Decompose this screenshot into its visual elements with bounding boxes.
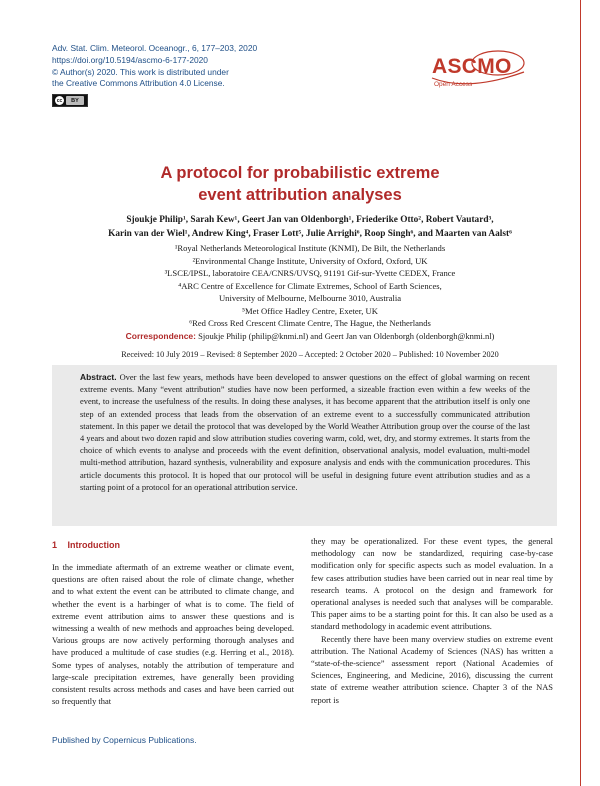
- affiliation-6: ⁶Red Cross Red Crescent Climate Centre, The Hague, the Netherlands: [189, 318, 431, 328]
- abstract: [80, 371, 530, 493]
- title-line-1: A protocol for probabilistic extreme: [160, 164, 440, 182]
- affiliation-4: ⁴ARC Centre of Excellence for Climate Extremes, School of Earth Sciences,: [178, 280, 442, 291]
- section-heading: [52, 540, 120, 550]
- author-list: [80, 214, 540, 241]
- journal-header: [52, 43, 352, 90]
- doi-link[interactable]: https://doi.org/10.5194/ascmo-6-177-2020: [52, 54, 208, 65]
- affiliation-4-cont: University of Melbourne, Melbourne 3010, Australia: [218, 293, 402, 303]
- abstract-label: Abstract.: [80, 372, 117, 382]
- correspondence-label: Correspondence:: [125, 331, 196, 341]
- paragraph: Recently there have been many overview studies on extreme event attribution. The National Academy of Sciences (NAS) has written a “state-of-the-science” assessment report (National Academies of Sciences, Engineering, and Medicine, 2016), discussing the current state of extreme weather attribution science. Chapter 3 of the NAS report is: [311, 633, 553, 705]
- correspondence-text[interactable]: Sjoukje Philip (philip@knmi.nl) and Geert Jan van Oldenborgh (oldenborgh@knmi.nl): [198, 331, 495, 341]
- by-icon: BY: [66, 96, 84, 105]
- license-link[interactable]: the Creative Commons Attribution 4.0 License.: [52, 78, 225, 89]
- affiliation-5: ⁵Met Office Hadley Centre, Exeter, UK: [242, 305, 378, 316]
- cc-by-license-icon[interactable]: [52, 94, 88, 107]
- correspondence: [60, 331, 560, 341]
- title-line-2: event attribution analyses: [198, 186, 402, 204]
- copyright-line: © Author(s) 2020. This work is distributed under: [52, 66, 229, 77]
- paper-title: [100, 162, 500, 206]
- affiliations: [90, 242, 530, 330]
- paragraph: In the immediate aftermath of an extreme weather or climate event, questions are often raised about the role of climate change, whether and to what extent the event can be attributed to climate change, and whether the event is a harbinger of what is to come. The field of extreme event attribution aims to answer these questions and is witnessing a wealth of new methods and approaches being developed. Various groups are now actively performing thorough analyses and have produced a multitude of case studies (e.g. Herring et al., 2018). Some types of analyses, notably the attribution of temperature and large-scale precipitation extremes, have generally been providing consistent results across methods and cases and have been carried out so frequently that: [52, 562, 294, 707]
- ascmo-logo: [428, 48, 528, 103]
- affiliation-1: ¹Royal Netherlands Meteorological Institute (KNMI), De Bilt, the Netherlands: [174, 243, 446, 253]
- authors-line-1: Sjoukje Philip¹, Sarah Kew¹, Geert Jan van Oldenborgh¹, Friederike Otto², Robert Vautard³,: [126, 215, 494, 225]
- logo-name: ASCMO: [432, 55, 512, 78]
- affiliation-2: ²Environmental Change Institute, University of Oxford, Oxford, UK: [192, 255, 428, 266]
- page-margin-line: [580, 0, 581, 786]
- body-column-right: [311, 535, 553, 706]
- publication-dates: Received: 10 July 2019 – Revised: 8 September 2020 – Accepted: 2 October 2020 – Published: 10 November 2020: [121, 350, 499, 359]
- paragraph: they may be operationalized. For these event types, the general methodology can now be standardized, requiring case-by-case modification only for specific aspects such as model evaluation. In a few cases attribution studies have been carried out in near real time by research teams. A protocol on the design and framework for operational analyses is needed such that analyses will be comparable. This paper aims to be a starting point for this. It can also be used as a standard methodology in academic event attributions.: [311, 536, 553, 632]
- authors-line-2: Karin van der Wiel¹, Andrew King⁴, Fraser Lott⁵, Julie Arrighi⁶, Roop Singh⁶, and Maarten van Aalst⁶: [108, 228, 512, 239]
- section-number: 1: [52, 540, 58, 550]
- journal-reference: Adv. Stat. Clim. Meteorol. Oceanogr., 6, 177–203, 2020: [52, 43, 258, 53]
- publisher-footer: Published by Copernicus Publications.: [52, 735, 197, 745]
- section-title: Introduction: [67, 540, 121, 550]
- affiliation-3: ³LSCE/IPSL, laboratoire CEA/CNRS/UVSQ, 91191 Gif-sur-Yvette CEDEX, France: [164, 268, 456, 278]
- cc-icon: cc: [56, 97, 63, 104]
- open-access-label: Open Access: [434, 81, 473, 88]
- body-column-left: [52, 561, 294, 707]
- abstract-text: Over the last few years, methods have been developed to answer questions on the effect of global warming on recent extreme events. Many “event attribution” studies have now been performed, a sizeable fraction even within a few weeks of the event, to increase the usefulness of the results. In doing these analyses, it has become apparent that the attribution itself is only one step of an extended process that leads from the observation of an extreme event to a successfully communicated attribution statement. In this paper we detail the protocol that was developed by the World Weather Attribution group over the course of the last 4 years and about two dozen rapid and slow attribution studies covering warm, cold, wet, dry, and stormy extremes. It starts from the choice of which events to analyse and proceeds with the event definition, observational analysis, model evaluation, multi-model multi-method attribution, hazard synthesis, vulnerability and exposure analysis and ends with the communication procedures. This article documents this protocol. It is hoped that our protocol will be useful in designing future event attribution studies and as a starting point of a protocol for an operational attribution service.: [80, 372, 530, 492]
